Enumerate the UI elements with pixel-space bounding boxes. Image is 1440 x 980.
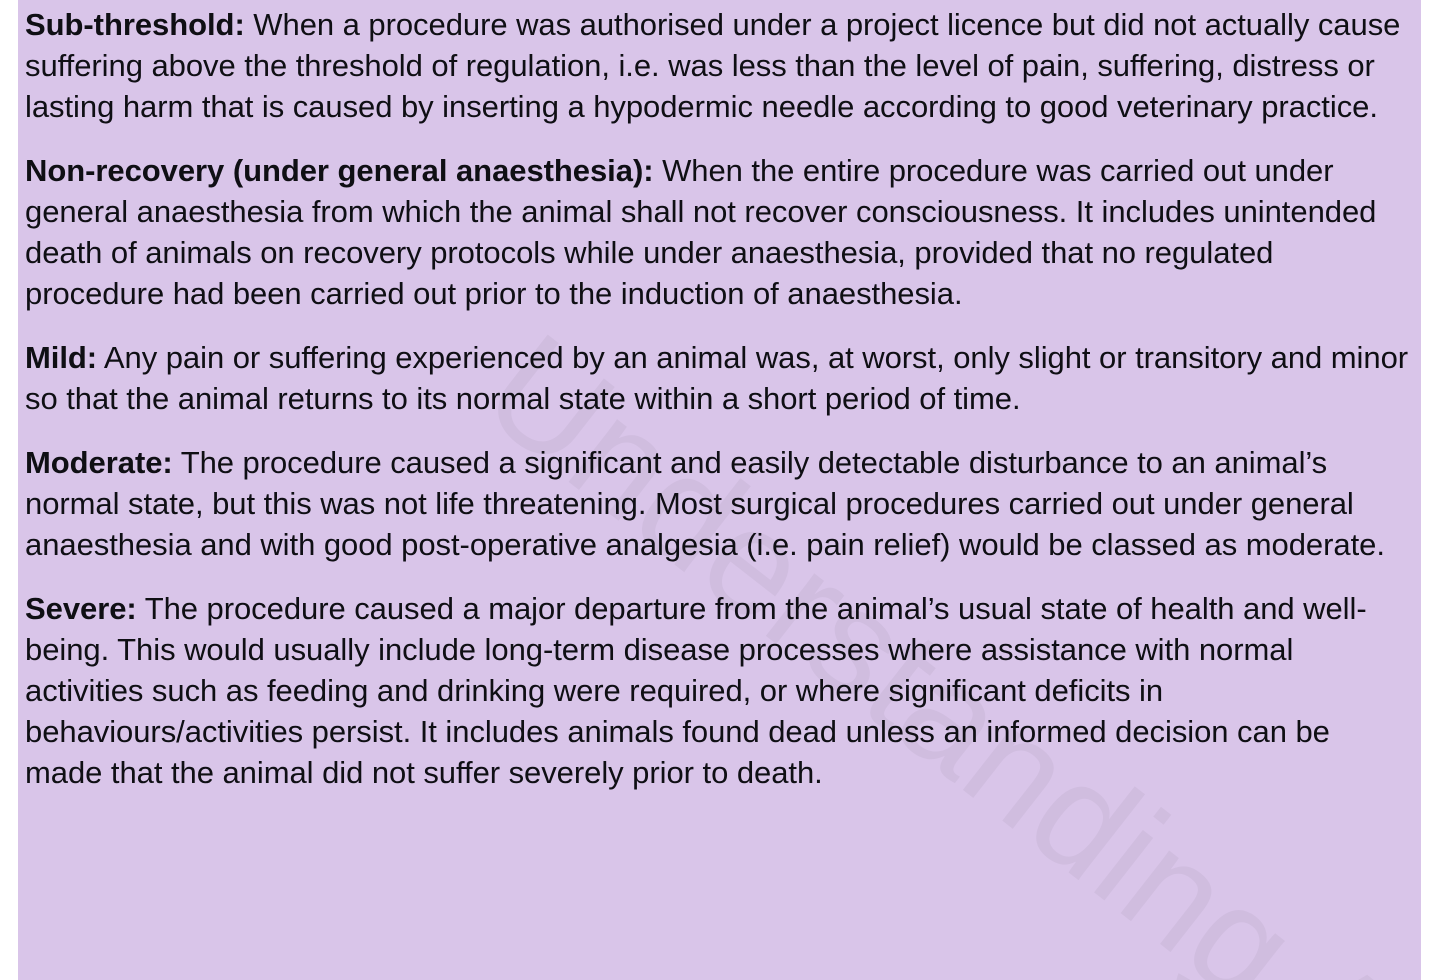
severity-definitions-panel <box>18 0 1421 980</box>
definition-mild <box>25 337 1415 419</box>
definition-non-recovery <box>25 150 1415 314</box>
definition-term: Severe: <box>25 591 137 626</box>
definition-term: Mild: <box>25 340 98 375</box>
definition-text: When a procedure was authorised under a project licence but did not actually cause suffering above the threshold of regulation, i.e. was less than the level of pain, suffering, distress or lasting harm that is caused by inserting a hypodermic needle according to good veterinary practice. <box>25 7 1401 124</box>
definition-text: The procedure caused a major departure from the animal’s usual state of health and well-being. This would usually include long-term disease processes where assistance with normal activities such as feeding and drinking were required, or where significant deficits in behaviours/activities persist. It includes animals found dead unless an informed decision can be made that the animal did not suffer severely prior to death. <box>25 591 1367 790</box>
definition-text: When the entire procedure was carried out under general anaesthesia from which the animal shall not recover consciousness. It includes unintended death of animals on recovery protocols while under anaesthesia, provided that no regulated procedure had been carried out prior to the induction of anaesthesia. <box>25 153 1377 311</box>
definition-term: Sub-threshold: <box>25 7 245 42</box>
definition-sub-threshold <box>25 4 1415 127</box>
definition-severe <box>25 588 1415 793</box>
definition-term: Moderate: <box>25 445 173 480</box>
definition-text: Any pain or suffering experienced by an animal was, at worst, only slight or transitory and minor so that the animal returns to its normal state within a short period of time. <box>25 340 1409 416</box>
definition-text: The procedure caused a significant and easily detectable disturbance to an animal’s normal state, but this was not life threatening. Most surgical procedures carried out under general anaesthesia and with good post-operative analgesia (i.e. pain relief) would be classed as moderate. <box>25 445 1385 562</box>
definition-moderate <box>25 442 1415 565</box>
definition-term: Non-recovery (under general anaesthesia): <box>25 153 654 188</box>
